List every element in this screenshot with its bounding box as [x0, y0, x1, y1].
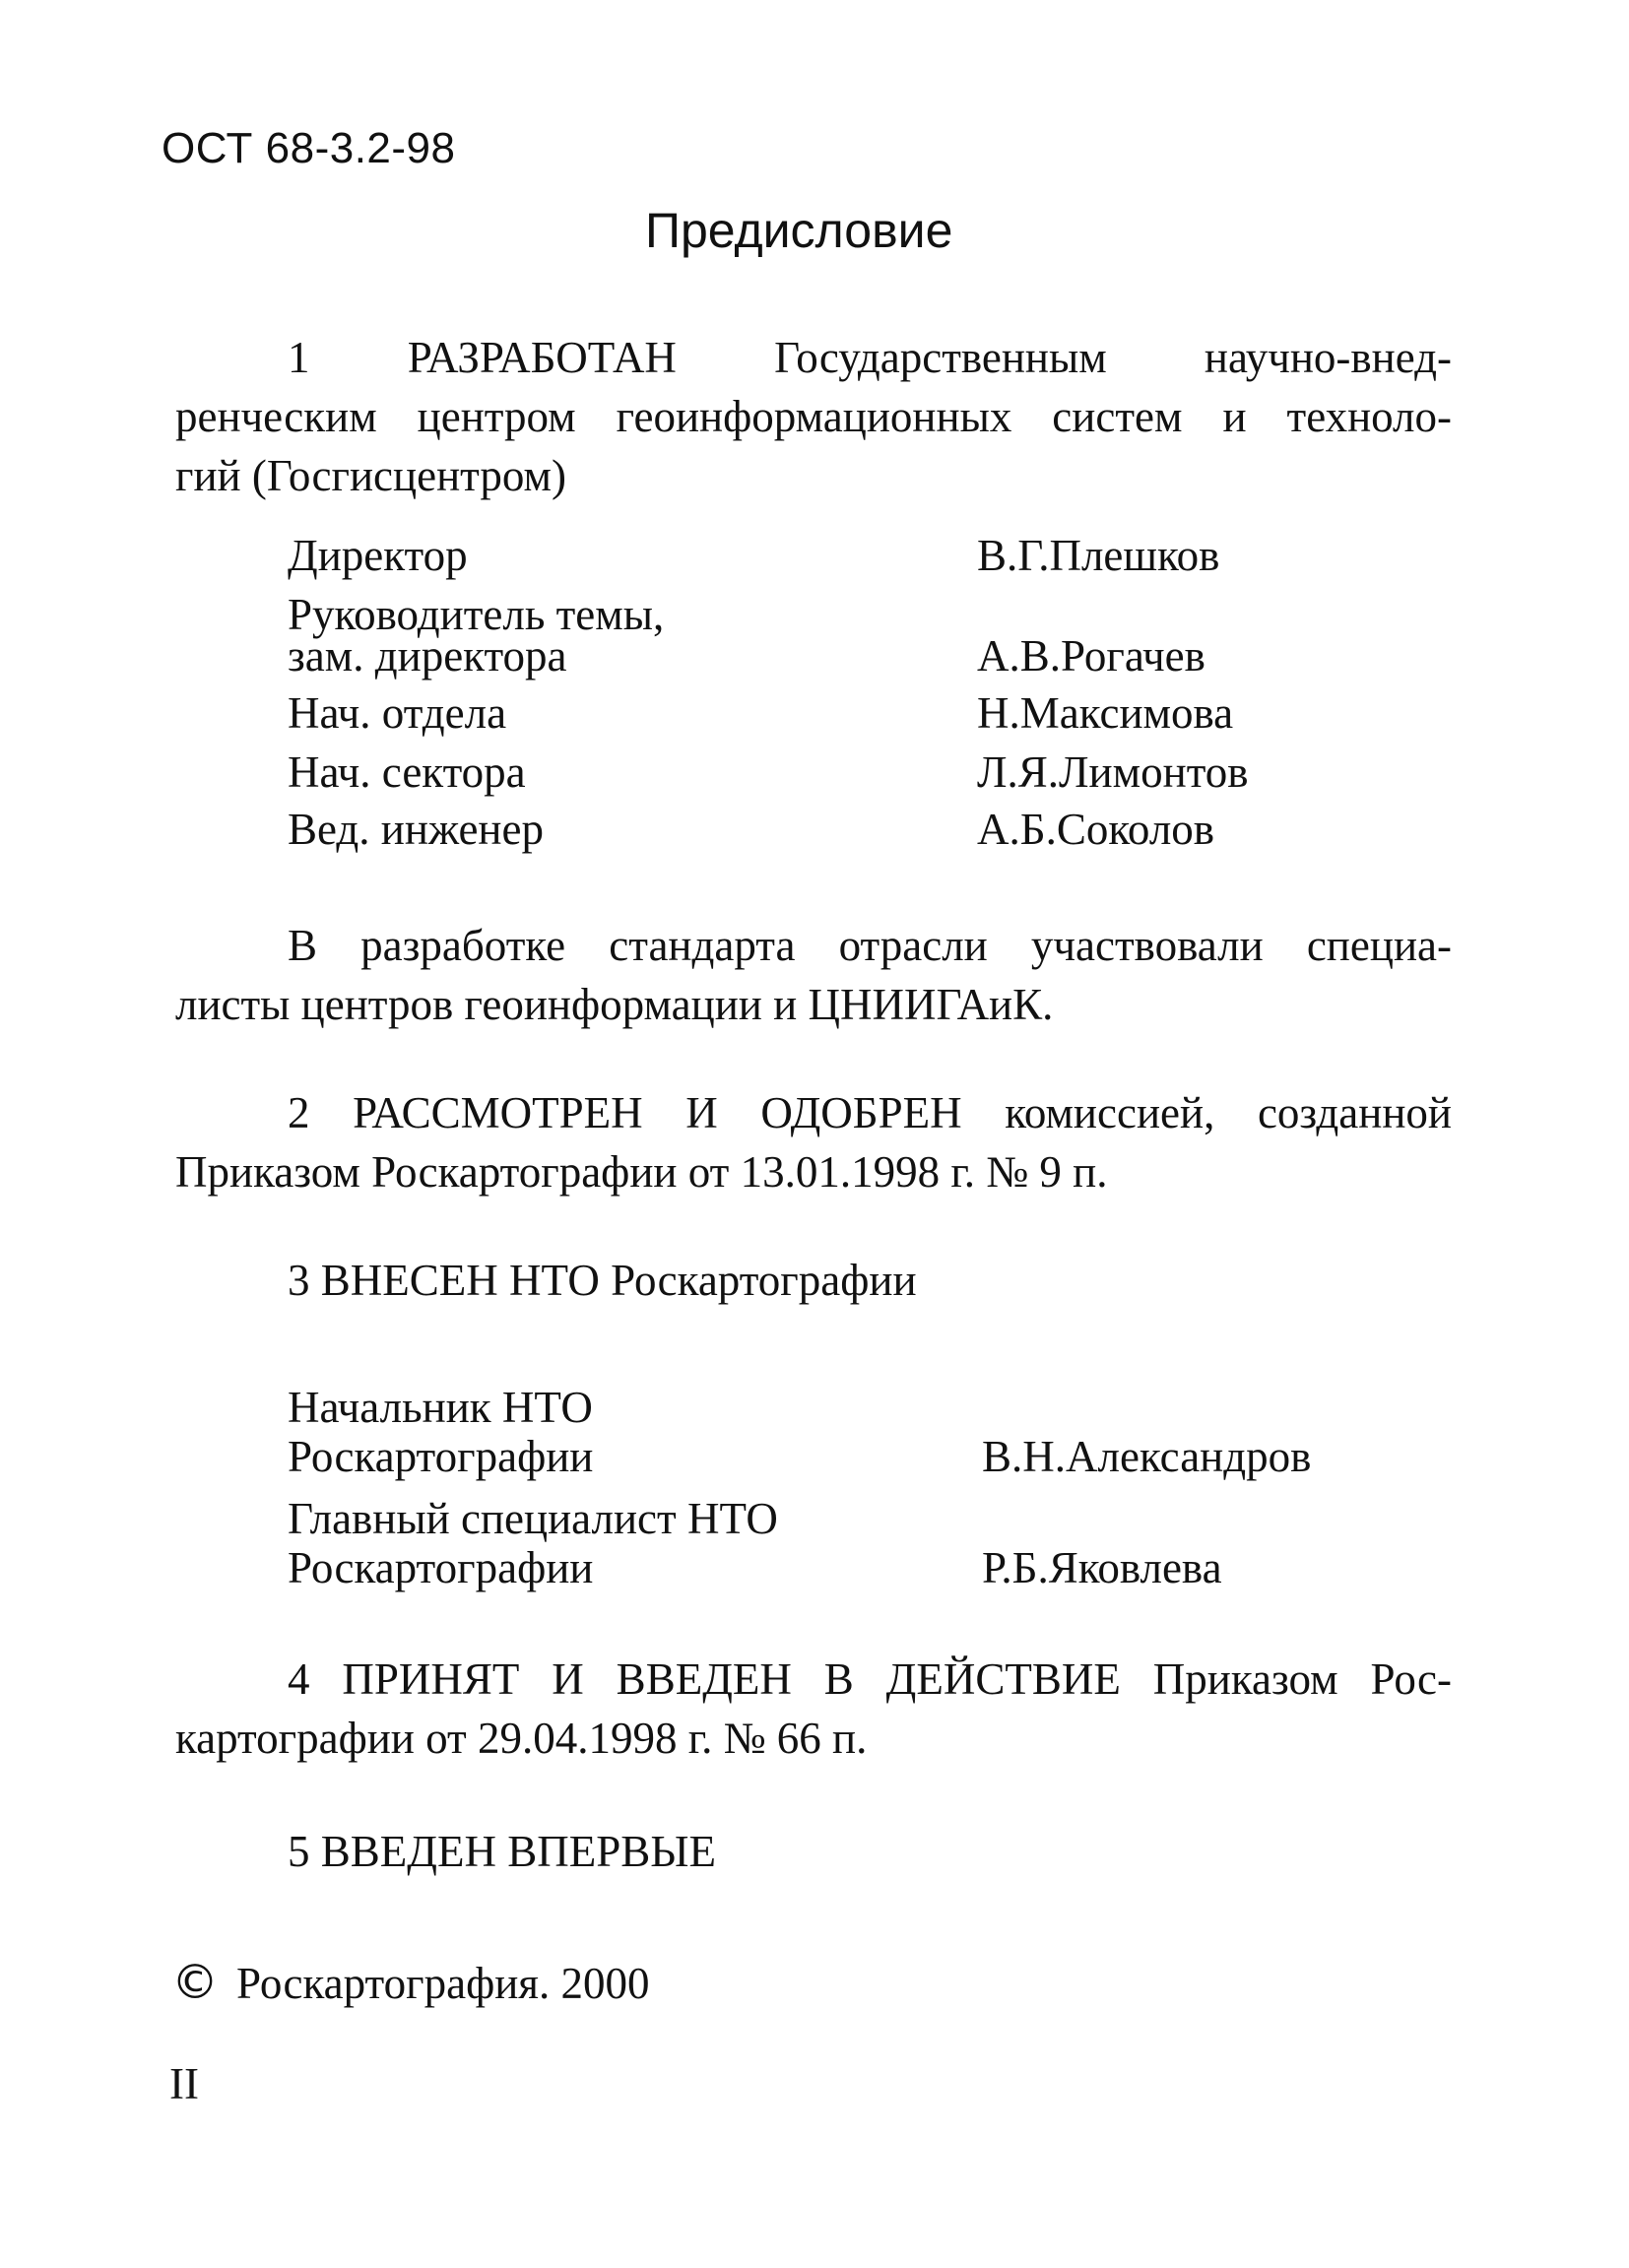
developer-role: зам. директора	[288, 631, 567, 680]
staff-name: В.Н.Александров	[982, 1432, 1312, 1481]
developer-name: Н.Максимова	[977, 688, 1234, 738]
staff-role: Роскартографии	[288, 1432, 594, 1481]
developer-name: А.В.Рогачев	[977, 631, 1205, 680]
participation-line-2: листы центров геоинформации и ЦНИИГАиК.	[175, 980, 1054, 1029]
developer-role: Нач. отдела	[288, 688, 507, 738]
developer-role: Руководитель темы,	[288, 590, 665, 639]
staff-name: Р.Б.Яковлева	[982, 1543, 1222, 1592]
staff-role: Начальник НТО	[288, 1383, 593, 1432]
item-4-line-2: картографии от 29.04.1998 г. № 66 п.	[175, 1714, 868, 1763]
developer-name: Л.Я.Лимонтов	[977, 747, 1249, 797]
item-2-line-2: Приказом Роскартографии от 13.01.1998 г. № 9 п.	[175, 1147, 1108, 1197]
item-5-line-1: 5 ВВЕДЕН ВПЕРВЫЕ	[288, 1827, 716, 1876]
copyright-line	[171, 1955, 650, 2010]
item-1-word: Государственным	[774, 333, 1107, 382]
developer-role: Вед. инженер	[288, 805, 544, 854]
item-1-line-1	[288, 328, 1452, 387]
copyright-icon: ©	[171, 1955, 219, 2010]
item-3-line-1: 3 ВНЕСЕН НТО Роскартографии	[288, 1256, 917, 1305]
item-1-line-3: гий (Госгисцентром)	[175, 451, 566, 500]
developer-name: А.Б.Соколов	[977, 805, 1215, 854]
item-1-number: 1	[288, 333, 310, 382]
item-1-word: научно-внед-	[1204, 333, 1452, 382]
staff-role: Главный специалист НТО	[288, 1494, 778, 1543]
item-2-line-1: 2 РАССМОТРЕН И ОДОБРЕН комиссией, созданной	[288, 1088, 1452, 1137]
item-4-line-1: 4 ПРИНЯТ И ВВЕДЕН В ДЕЙСТВИЕ Приказом Рос-	[288, 1654, 1452, 1704]
item-1-line-2: ренческим центром геоинформационных систем и техноло-	[175, 392, 1452, 441]
document-code: ОСТ 68-3.2-98	[162, 124, 456, 172]
copyright-text: Роскартография. 2000	[236, 1959, 650, 2008]
developer-role: Директор	[288, 531, 468, 580]
page-title: Предисловие	[645, 203, 953, 258]
developer-name: В.Г.Плешков	[977, 531, 1220, 580]
item-1-keyword: РАЗРАБОТАН	[407, 333, 677, 382]
page-number: II	[169, 2059, 199, 2108]
developer-role: Нач. сектора	[288, 747, 526, 797]
participation-line-1: В разработке стандарта отрасли участвовали специа-	[288, 921, 1452, 970]
staff-role: Роскартографии	[288, 1543, 594, 1592]
